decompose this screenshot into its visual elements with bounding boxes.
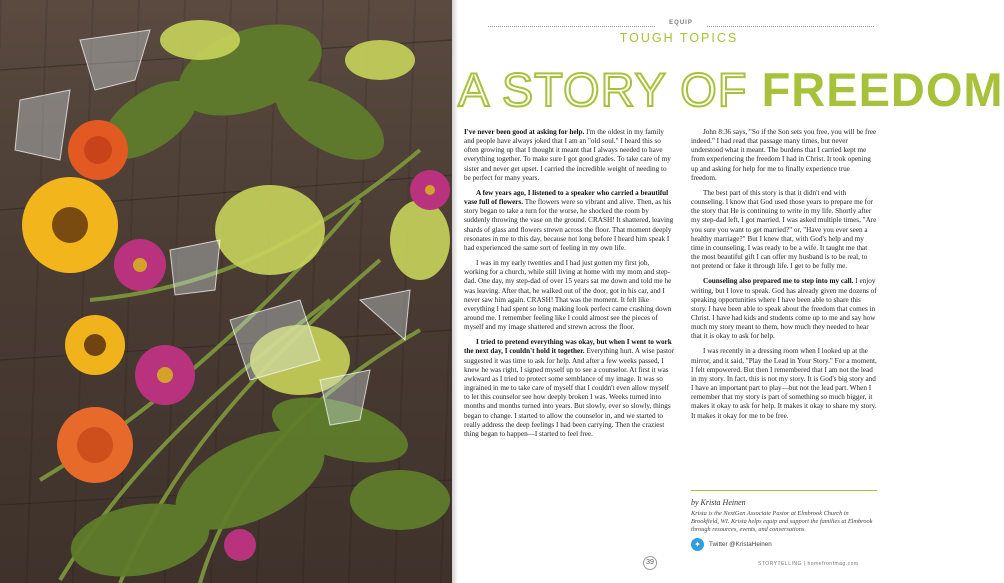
paragraph: The best part of this story is that it didn't end with counseling. I know that God used those years to prepare me for the story that He is continuing to write in my life. Shortly after my step-dad left, I got married. I was asked multiple times, "Are you sure you want to get married?" or, "Have you ever seen a healthy marriage?" But I knew that, with God's help and my time in counseling, I was ready to be a wife. It taught me that the most beautiful gift I can offer my husband is to be real, to not pretend or fake it through life. I get to be fully me. <box>691 188 877 271</box>
byline-rule <box>691 490 877 491</box>
paragraph: Counseling also prepared me to step into my call. I enjoy writing, but I love to speak. God has already given me dozens of speaking opportunities where I have been able to share this story. I have been able to speak about the freedom that comes in Christ. I have had kids and students come up to me and say how much my story meant to them, how much they needed to hear that it is okay to ask for help. <box>691 277 877 341</box>
headline-part2: FREEDOM <box>761 63 1004 116</box>
article-column-1 <box>464 128 675 445</box>
kicker-rule-right <box>707 26 874 27</box>
lead-in: I've never been good at asking for help. <box>464 128 585 136</box>
lead-in: A few years ago, I listened to a speaker who carried a beautiful vase full of flowers. <box>464 188 669 207</box>
twitter-icon: ✦ <box>691 538 704 551</box>
folio: STORYTELLING | homefrontmag.com <box>758 561 859 567</box>
byline: by Krista Heinen <box>691 498 746 507</box>
kicker: EQUIP <box>669 20 693 26</box>
author-bio: Krista is the NextGen Associate Pastor at Elmbrook Church in Brookfield, WI. Krista helps equip and support the families at Elmbrook through resources, events, and conversations. <box>691 510 873 533</box>
paragraph: I was in my early twenties and I had just gotten my first job, working for a church, while still living at home with my mom and step-dad. One day, my step-dad of over 15 years sat me down and told me he was leaving. After that, he walked out of the door, got in his car, and I never saw him again. CRASH! That was the moment. It felt like everything I had spent so long making look perfect came crashing down around me. I remember feeling like I could almost see the pieces of myself and my image shattered and strewn across the floor. <box>464 259 672 332</box>
page-number: 39 <box>643 556 657 570</box>
section-title: TOUGH TOPICS <box>619 31 739 45</box>
paragraph: A few years ago, I listened to a speaker who carried a beautiful vase full of flowers. The flowers were so vibrant and alive. Then, as his story began to take a turn for the worse, he shocked the room by suddenly throwing the vase on the ground. CRASH! It shattered, leaving shards of glass and flowers strewn across the floor. That moment deeply resonates in me to this day, because not long before I heard him speak I had experienced the same sort of feeling in my own life. <box>464 188 674 252</box>
article-page <box>458 0 1004 583</box>
lead-in: I tried to pretend everything was okay, but when I went to work the next day, I couldn't hold it together. <box>464 338 672 356</box>
article-column-2 <box>691 128 877 427</box>
lead-in: Counseling also prepared me to step into my call. <box>703 277 854 286</box>
paragraph: I was recently in a dressing room when I looked up at the mirror, and it said, "Play the Lead in Your Story." For a moment, I felt empowered. But then I remembered that I am not the lead in my story. In fact, this is not my story. It is God's big story and I have an important part to play—but not the lead part. When I remember that my story is part of something so much bigger, it makes it okay to ask for help. It makes it okay to share my story. It makes it okay for me to be free. <box>691 347 877 420</box>
twitter-handle[interactable] <box>691 538 772 551</box>
headline-part1: A STORY OF <box>458 63 748 116</box>
flowers-photo <box>0 0 452 583</box>
kicker-rule-left <box>488 26 655 27</box>
paragraph: I tried to pretend everything was okay, but when I went to work the next day, I couldn't hold it together. Everything hurt. A wise pastor suggested it was time to ask for help. And after a few weeks passed, I knew he was right, I signed myself up to see a counselor. At first it was awkward as I tried to protect some semblance of my image. It was so ingrained in me to take care of myself that I couldn't even allow myself to let this counselor see how deeply broken I was. Weeks turned into months and months turned into years. But slowly, ever so slowly, things began to change. I started to allow the counselor in, and we started to really address the deep feelings I had been carrying. Then the craziest thing began to happen—I started to feel free. <box>464 338 674 438</box>
paragraph: I've never been good at asking for help. I'm the oldest in my family and people have always joked that I am an "old soul." I heard this so often growing up that I thought it meant that I always needed to have everything together. To make sure I got good grades. To take care of my sister and never get upset. I carried the incredible weight of needing to be perfect for many years. <box>464 128 671 182</box>
twitter-text: Twitter @KristaHeinen <box>709 541 772 548</box>
headline <box>458 60 1004 120</box>
paragraph: John 8:36 says, "So if the Son sets you free, you will be free indeed." I had read that passage many times, but never understood what it meant. The burdens that I carried kept me from experiencing the freedom I had in Christ. It took opening up and asking for help for me to finally experience true freedom. <box>691 128 877 182</box>
flower-illustration <box>0 0 452 583</box>
